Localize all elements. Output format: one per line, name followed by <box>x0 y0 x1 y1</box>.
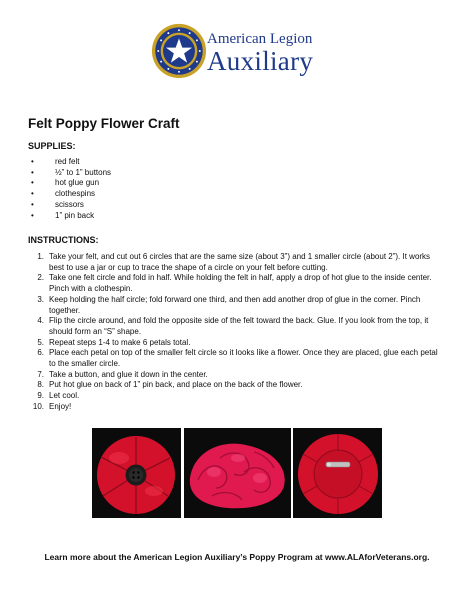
supply-item-text: clothespins <box>55 189 96 199</box>
step-number: 9. <box>37 391 44 401</box>
bullet-icon: • <box>31 167 34 177</box>
step-number: 6. <box>37 348 44 358</box>
step-number: 3. <box>37 294 44 304</box>
step-text: Let cool. <box>49 391 80 401</box>
step-text: Place each petal on top of the smaller felt circle so it looks like a flower. Once they are placed, glue each petal to the smaller circle. <box>49 348 438 369</box>
supply-item <box>28 211 111 222</box>
footer-text: Learn more about the American Legion Auxiliary’s Poppy Program at www.ALAforVeterans.org. <box>44 552 430 562</box>
bullet-icon: • <box>31 210 34 220</box>
instruction-step <box>28 380 444 391</box>
photo-finished-poppy-back <box>293 428 382 518</box>
instruction-step <box>28 295 444 316</box>
step-number: 4. <box>37 316 44 326</box>
instruction-step <box>28 252 444 273</box>
step-number: 10. <box>32 401 44 411</box>
bullet-icon: • <box>31 178 34 188</box>
step-number: 2. <box>37 273 44 283</box>
step-number: 7. <box>37 369 44 379</box>
instruction-step <box>28 370 444 381</box>
instruction-step <box>28 273 444 294</box>
supply-item-text: 1” pin back <box>55 210 95 220</box>
step-text: Keep holding the half circle; fold forward one third, and then add another drop of glue in the corner. Pinch together. <box>49 294 421 315</box>
emblem-icon <box>150 22 208 80</box>
supply-item <box>28 157 111 168</box>
page-title: Felt Poppy Flower Craft <box>28 116 180 131</box>
supply-item-text: red felt <box>55 157 80 166</box>
photo-strip <box>92 428 382 518</box>
supply-item <box>28 178 111 189</box>
supply-item <box>28 168 111 179</box>
step-number: 1. <box>37 252 44 261</box>
step-text: Repeat steps 1-4 to make 6 petals total. <box>49 337 191 347</box>
supply-item-text: scissors <box>55 199 84 209</box>
photo-finished-poppy-front <box>92 428 181 518</box>
instructions-list <box>28 252 444 413</box>
bullet-icon: • <box>31 157 34 166</box>
step-text: Put hot glue on back of 1” pin back, and place on the back of the flower. <box>49 380 303 390</box>
supplies-heading: SUPPLIES: <box>28 141 76 151</box>
logo <box>150 22 326 84</box>
instruction-step <box>28 348 444 369</box>
supplies-list <box>28 157 111 221</box>
logo-wordmark <box>207 31 313 75</box>
step-text: Enjoy! <box>49 401 72 411</box>
bullet-icon: • <box>31 189 34 199</box>
supply-item-text: hot glue gun <box>55 178 100 188</box>
supply-item-text: ½” to 1” buttons <box>55 167 112 177</box>
instruction-step <box>28 316 444 337</box>
instruction-step <box>28 402 444 413</box>
supply-item <box>28 189 111 200</box>
instruction-step <box>28 338 444 349</box>
step-text: Flip the circle around, and fold the opposite side of the felt toward the back. Glue. If you look from the top, it should form an “S” shape. <box>49 316 429 336</box>
step-text: Take your felt, and cut out 6 circles that are the same size (about 3”) and 1 smaller circle (about 2”). It works best to use a jar or cup to trace the shape of a circle on your felt before cutting. <box>49 252 431 272</box>
logo-line-1: American Legion <box>207 31 313 47</box>
step-number: 8. <box>37 380 44 390</box>
instruction-step <box>28 391 444 402</box>
photo-folded-petals <box>184 428 291 518</box>
logo-line-2: Auxiliary <box>207 46 314 76</box>
step-text: Take a button, and glue it down in the center. <box>49 369 208 379</box>
bullet-icon: • <box>31 199 34 209</box>
instructions-heading: INSTRUCTIONS: <box>28 235 99 245</box>
step-text: Take one felt circle and fold in half. While holding the felt in half, apply a drop of hot glue to the inside center. Pinch with a clothespin. <box>49 273 432 294</box>
step-number: 5. <box>37 337 44 347</box>
supply-item <box>28 200 111 211</box>
